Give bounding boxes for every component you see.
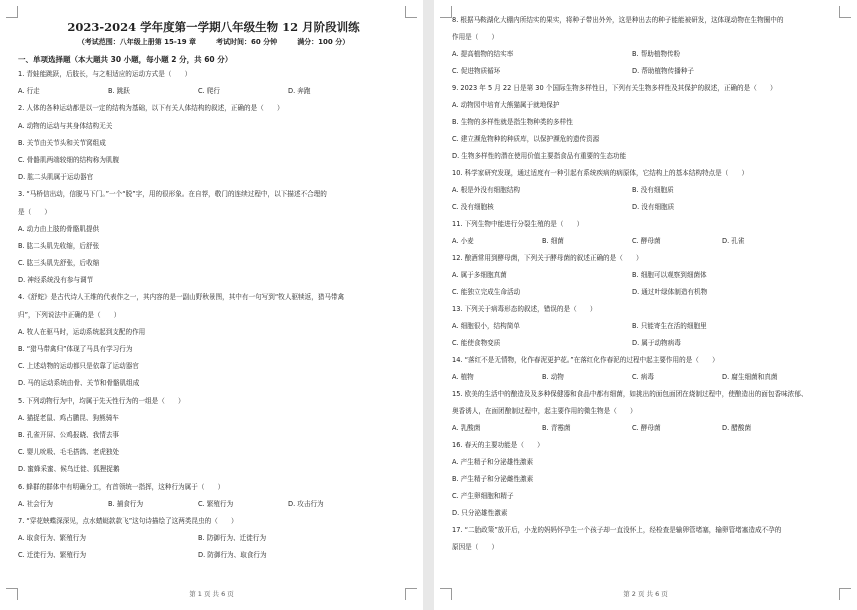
option-d: D. 通过叶绿体制造有机物 (632, 288, 708, 296)
question-6-options (18, 500, 409, 517)
question-6-stem: 6. 蜂群的群体中有明确分工，有首领统一指挥，这种行为属于（ ） (18, 482, 225, 491)
option-a: A. 猫捉老鼠、鸡占鹏昆、狗熊骑车 (18, 413, 119, 422)
option-c: C. 产生卵细胞和精子 (452, 492, 514, 500)
option-b: B. 没有细胞质 (632, 186, 674, 194)
option-b: B. 捕食行为 (108, 499, 144, 508)
document-page-1 (0, 0, 423, 610)
question-14-options (452, 373, 843, 390)
question-3-stem: 3. “马桥信出动，信脱马下门。”一个“脱”字，用的很形象。在自荐，敬门的连续过程中，以下描述不合理的 (18, 190, 327, 199)
option-d: D. 神经系统没有参与调节 (18, 276, 94, 285)
option-b: B. 帮助植物传粉 (632, 50, 681, 58)
question-15-stem: 15. 欧美的生活中的酿造及及多种保健器和食品中都有细菌，如挑出的面包面团在烧制过程中，使酿造出的面包香味浓郁、 (452, 390, 808, 398)
option-b: B. 细胞可以观察到细菌体 (632, 271, 707, 279)
option-a: A. 小麦 (452, 237, 474, 245)
question-10-options (452, 203, 843, 220)
page-number: 第 1 页 共 6 页 (189, 590, 234, 598)
option-c: C. 骨骼肌两端较细的结构称为肌腹 (18, 155, 120, 164)
option-b: B. 关节由关节头和关节窝组成 (18, 138, 106, 147)
question-2-stem: 2. 人体的各种运动都是以一定的结构为基础，以下有关人体结构的叙述，正确的是（ ） (18, 104, 284, 113)
option-c: C. 没有细胞核 (452, 203, 494, 211)
option-b: B. 生物的多样性就是指生物种类的多样性 (452, 118, 573, 126)
crop-mark (405, 6, 417, 18)
exam-time: 考试时间：60 分钟 (216, 38, 278, 46)
option-a: A. 乳酸菌 (452, 424, 481, 432)
crop-mark (440, 6, 452, 18)
question-12-options (452, 288, 843, 305)
option-d: D. 腐生细菌和真菌 (722, 373, 778, 381)
option-a: A. 社会行为 (18, 499, 53, 508)
option-a: A. 根是外没有细胞结构 (452, 186, 520, 194)
crop-mark (6, 6, 18, 18)
option-c: C. 爬行 (198, 87, 220, 96)
question-3-stem-cont: 是（ ） (18, 207, 51, 216)
question-10-options (452, 186, 843, 203)
question-7-options (18, 551, 409, 568)
question-10-stem: 10. 科学家研究发现，通过适度有一种引起有系统疾病的病原体，它结构上的基本结构特点是（ ） (452, 169, 749, 177)
question-4-stem-cont: 归”，下列说法中正确的是（ ） (18, 310, 121, 319)
option-c: C. 婴儿吮吸、毛毛搭鸽、老虎独处 (18, 448, 120, 457)
option-a: A. 行走 (18, 87, 40, 96)
option-a: A. 细胞很小，结构简单 (452, 322, 520, 330)
question-9-stem: 9. 2023 年 5 月 22 日是第 30 个国际生物多样性日，下列有关生物多样性及其保护的叙述，正确的是（ ） (452, 84, 777, 92)
question-8-stem: 8. 根据马鞍湖化大棚内所结实的果实，将种子带出外外，这是种出去的种子能能被研发，这体现动物在生物圈中的 (452, 16, 784, 24)
question-15-stem-cont: 奥香诱人，在面团酿制过程中，起主要作用的微生物是（ ） (452, 407, 637, 415)
option-d: D. 防御行为、取食行为 (198, 551, 267, 560)
question-1-options (18, 87, 409, 104)
option-a: A. 动力由上肢的骨骼肌提供 (18, 224, 100, 233)
option-b: B. 孔雀开屏、公鸡报晓、我情去事 (18, 430, 120, 439)
question-8-options (452, 50, 843, 67)
option-d: D. 只分泌雄性激素 (452, 509, 508, 517)
section-heading: 一、单项选择题（本大题共 30 小题，每小题 2 分，共 60 分） (18, 55, 233, 64)
option-b: B. 青霉菌 (542, 424, 571, 432)
option-d: D. 肱二头肌属于运动器官 (18, 173, 94, 182)
question-4-stem: 4.《舒蛇》是古代诗人王维的代表作之一，其内容的是一副山野秋景图，其中有一句写到“牧人驱犊返，猎马带禽 (18, 293, 345, 302)
option-c: C. 酵母菌 (632, 424, 661, 432)
question-12-options (452, 271, 843, 288)
page-content (18, 20, 409, 568)
option-d: D. 攻击行为 (288, 499, 324, 508)
option-c: C. 促进物质循环 (452, 67, 501, 75)
question-1-stem: 1. 青蛙能跳跃，后肢长，与之相适应的运动方式是（ ） (18, 70, 192, 78)
option-a: A. 动物的运动与其身体结构无关 (18, 121, 113, 130)
question-13-options (452, 339, 843, 356)
question-7-stem: 7. “穿花蛱蝶深深见，点水蜻蜓款款飞”这句诗描绘了这两类昆虫的（ ） (18, 516, 238, 525)
exam-title: 2023-2024 学年度第一学期八年级生物 12 月阶段训练 (67, 20, 360, 34)
option-c: C. 肱三头肌先舒张，后收缩 (18, 259, 100, 268)
option-b: B. 产生精子和分泌雌性激素 (452, 475, 534, 483)
option-a: A. 植物 (452, 373, 474, 381)
question-5-stem: 5. 下列动物行为中，均属于先天性行为的一组是（ ） (18, 396, 185, 405)
option-a: A. 属于多细胞真菌 (452, 271, 507, 279)
option-d: D. 马的运动系统由骨、关节和骨骼肌组成 (18, 379, 140, 388)
question-12-stem: 12. 酿酒常用到酵母菌，下列关于酵母菌的叙述正确的是（ ） (452, 254, 643, 262)
option-d: D. 孔雀 (722, 237, 745, 245)
option-c: C. 繁殖行为 (198, 499, 234, 508)
option-d: D. 没有细胞质 (632, 203, 675, 211)
option-b: B. 防御行为、迁徙行为 (198, 534, 267, 543)
option-b: B. 跳跃 (108, 87, 130, 96)
option-d: D. 奔跑 (288, 87, 311, 96)
question-16-stem: 16. 春天的主要功能是（ ） (452, 441, 544, 449)
option-d: D. 蜜蜂采蜜、候鸟迁徙、狐狸捉鹅 (18, 465, 120, 474)
document-page-2 (434, 0, 857, 610)
option-d: D. 醋酸菌 (722, 424, 752, 432)
option-c: C. 能使食物变质 (452, 339, 501, 347)
question-8-stem-cont: 作用是（ ） (452, 33, 499, 41)
question-13-stem: 13. 下列关于病毒形态的叙述，错误的是（ ） (452, 305, 597, 313)
option-c: C. 上述动物的运动都只是依靠了运动器官 (18, 362, 139, 371)
option-c: C. 酵母菌 (632, 237, 661, 245)
question-11-options (452, 237, 843, 254)
page-content (452, 16, 843, 560)
option-b: B. 动物 (542, 373, 564, 381)
question-17-stem: 17. “二胎政策”放开后，小龙的妈妈怀孕生一个孩子却一直没怀上，经检查是输卵管堵塞，输卵管堵塞造成不孕的 (452, 526, 782, 534)
page-gutter (423, 0, 434, 610)
option-d: D. 属于动物病毒 (632, 339, 681, 347)
page-number: 第 2 页 共 6 页 (623, 590, 668, 598)
option-d: D. 生物多样性的潜在使用价值主要指食品有重要的生态功能 (452, 152, 627, 160)
option-b: B. 细菌 (542, 237, 564, 245)
question-13-options (452, 322, 843, 339)
exam-info (18, 36, 409, 54)
option-c: C. 病毒 (632, 373, 654, 381)
option-b: B. “猎马带禽归”体现了马具有学习行为 (18, 345, 133, 353)
question-15-options (452, 424, 843, 441)
question-11-stem: 11. 下列生物中能进行分裂生殖的是（ ） (452, 220, 584, 228)
option-a: A. 产生精子和分泌雄性激素 (452, 458, 534, 466)
question-8-options (452, 67, 843, 84)
option-c: C. 建立濒危物种的种质库，以保护濒危的遗传资源 (452, 135, 600, 143)
option-a: A. 动物园中培育大熊猫属于就地保护 (452, 101, 560, 109)
exam-scope: （考试范围：八年级上册第 15-19 章 (77, 38, 196, 46)
option-a: A. 提高植物的结实率 (452, 50, 514, 58)
exam-score: 满分：100 分） (297, 38, 350, 46)
question-7-options (18, 534, 409, 551)
question-14-stem: 14. “落红不是无情物，化作春泥更护花。”在落红化作春泥的过程中起主要作用的是（ ） (452, 356, 719, 364)
option-d: D. 帮助植物传播种子 (632, 67, 695, 75)
option-c: C. 能独立完成生命活动 (452, 288, 521, 296)
option-c: C. 迁徙行为、繁殖行为 (18, 551, 87, 560)
option-a: A. 取食行为、繁殖行为 (18, 534, 86, 543)
option-a: A. 牧人在驱马时，运动系统起到支配的作用 (18, 327, 146, 336)
option-b: B. 肱二头肌先收缩，后舒张 (18, 241, 100, 250)
option-b: B. 只能寄生在活的细胞里 (632, 322, 707, 330)
question-17-stem-cont: 原因是（ ） (452, 543, 499, 551)
